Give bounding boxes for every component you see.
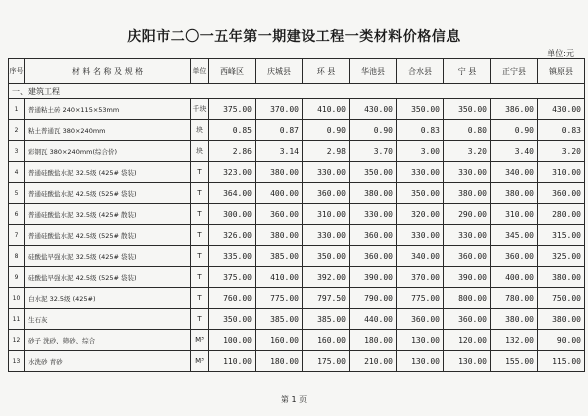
price-cell: 360.00 bbox=[538, 183, 585, 204]
price-cell: 120.00 bbox=[444, 330, 491, 351]
table-row bbox=[9, 288, 585, 309]
price-cell: 3.70 bbox=[350, 141, 397, 162]
price-cell: 0.90 bbox=[303, 120, 350, 141]
price-cell: 350.00 bbox=[397, 99, 444, 120]
price-cell: 0.87 bbox=[256, 120, 303, 141]
price-cell: 360.00 bbox=[491, 246, 538, 267]
header-region: 合水县 bbox=[397, 59, 444, 84]
price-cell: 110.00 bbox=[209, 351, 256, 372]
price-cell: 330.00 bbox=[350, 204, 397, 225]
price-cell: 3.14 bbox=[256, 141, 303, 162]
price-cell: 385.00 bbox=[256, 309, 303, 330]
price-cell: 360.00 bbox=[444, 246, 491, 267]
material-name: 硅酸盐早强水泥 32.5级 (425# 袋装) bbox=[25, 246, 191, 267]
price-cell: 797.50 bbox=[303, 288, 350, 309]
price-cell: 430.00 bbox=[350, 99, 397, 120]
row-number: 8 bbox=[9, 246, 25, 267]
material-name: 普通硅酸盐水泥 32.5级 (425# 袋装) bbox=[25, 162, 191, 183]
row-number: 4 bbox=[9, 162, 25, 183]
price-cell: 330.00 bbox=[397, 162, 444, 183]
price-cell: 3.20 bbox=[538, 141, 585, 162]
price-cell: 350.00 bbox=[209, 309, 256, 330]
price-cell: 360.00 bbox=[350, 246, 397, 267]
header-name: 材 料 名 称 及 规 格 bbox=[25, 59, 191, 84]
price-cell: 380.00 bbox=[256, 162, 303, 183]
row-unit: T bbox=[191, 225, 209, 246]
material-name: 生石灰 bbox=[25, 309, 191, 330]
table-row bbox=[9, 246, 585, 267]
row-unit: M³ bbox=[191, 330, 209, 351]
price-cell: 160.00 bbox=[256, 330, 303, 351]
price-cell: 430.00 bbox=[538, 99, 585, 120]
price-cell: 160.00 bbox=[303, 330, 350, 351]
row-number: 2 bbox=[9, 120, 25, 141]
price-cell: 380.00 bbox=[256, 225, 303, 246]
table-row bbox=[9, 267, 585, 288]
price-cell: 800.00 bbox=[444, 288, 491, 309]
material-name: 普通硅酸盐水泥 42.5级 (525# 散装) bbox=[25, 225, 191, 246]
price-cell: 775.00 bbox=[397, 288, 444, 309]
page-number: 第 1 页 bbox=[280, 395, 308, 404]
table-row bbox=[9, 183, 585, 204]
price-cell: 3.20 bbox=[444, 141, 491, 162]
material-name: 硅酸盐早强水泥 42.5级 (525# 袋装) bbox=[25, 267, 191, 288]
price-cell: 310.00 bbox=[303, 204, 350, 225]
price-cell: 440.00 bbox=[350, 309, 397, 330]
price-cell: 0.83 bbox=[397, 120, 444, 141]
price-table bbox=[8, 58, 585, 372]
table-row bbox=[9, 162, 585, 183]
price-cell: 750.00 bbox=[538, 288, 585, 309]
row-number: 3 bbox=[9, 141, 25, 162]
material-name: 普通硅酸盐水泥 42.5级 (525# 袋装) bbox=[25, 183, 191, 204]
material-name: 彩钢瓦 380×240mm(综合价) bbox=[25, 141, 191, 162]
price-cell: 400.00 bbox=[491, 267, 538, 288]
header-region: 镇原县 bbox=[538, 59, 585, 84]
price-cell: 330.00 bbox=[444, 162, 491, 183]
price-cell: 300.00 bbox=[209, 204, 256, 225]
price-cell: 340.00 bbox=[397, 246, 444, 267]
price-cell: 175.00 bbox=[303, 351, 350, 372]
table-row bbox=[9, 120, 585, 141]
price-cell: 775.00 bbox=[256, 288, 303, 309]
header-unit: 单位 bbox=[191, 59, 209, 84]
row-number: 5 bbox=[9, 183, 25, 204]
price-cell: 90.00 bbox=[538, 330, 585, 351]
material-name: 水洗砂 青砂 bbox=[25, 351, 191, 372]
price-cell: 390.00 bbox=[350, 267, 397, 288]
row-number: 1 bbox=[9, 99, 25, 120]
table-row bbox=[9, 141, 585, 162]
price-cell: 380.00 bbox=[350, 183, 397, 204]
price-cell: 3.40 bbox=[491, 141, 538, 162]
unit-label: 单位:元 bbox=[547, 49, 574, 58]
price-cell: 380.00 bbox=[538, 309, 585, 330]
price-cell: 345.00 bbox=[491, 225, 538, 246]
price-cell: 375.00 bbox=[209, 267, 256, 288]
row-number: 7 bbox=[9, 225, 25, 246]
header-region: 庆城县 bbox=[256, 59, 303, 84]
document-title: 庆阳市二〇一五年第一期建设工程一类材料价格信息 bbox=[127, 29, 461, 45]
price-cell: 130.00 bbox=[444, 351, 491, 372]
price-cell: 360.00 bbox=[397, 309, 444, 330]
price-cell: 780.00 bbox=[491, 288, 538, 309]
row-unit: M³ bbox=[191, 351, 209, 372]
table-row bbox=[9, 225, 585, 246]
price-cell: 410.00 bbox=[303, 99, 350, 120]
price-cell: 410.00 bbox=[256, 267, 303, 288]
price-cell: 380.00 bbox=[538, 267, 585, 288]
price-cell: 385.00 bbox=[303, 309, 350, 330]
row-number: 11 bbox=[9, 309, 25, 330]
price-cell: 360.00 bbox=[350, 225, 397, 246]
row-unit: T bbox=[191, 246, 209, 267]
price-cell: 364.00 bbox=[209, 183, 256, 204]
price-cell: 380.00 bbox=[491, 183, 538, 204]
price-cell: 155.00 bbox=[491, 351, 538, 372]
price-cell: 380.00 bbox=[491, 309, 538, 330]
price-cell: 180.00 bbox=[256, 351, 303, 372]
row-unit: 块 bbox=[191, 120, 209, 141]
price-cell: 0.90 bbox=[350, 120, 397, 141]
row-number: 9 bbox=[9, 267, 25, 288]
row-unit: T bbox=[191, 309, 209, 330]
price-cell: 310.00 bbox=[538, 162, 585, 183]
price-cell: 290.00 bbox=[444, 204, 491, 225]
price-cell: 100.00 bbox=[209, 330, 256, 351]
price-cell: 326.00 bbox=[209, 225, 256, 246]
header-row bbox=[9, 59, 585, 84]
price-cell: 330.00 bbox=[397, 225, 444, 246]
price-cell: 315.00 bbox=[538, 225, 585, 246]
price-cell: 210.00 bbox=[350, 351, 397, 372]
table-row bbox=[9, 99, 585, 120]
price-cell: 180.00 bbox=[350, 330, 397, 351]
price-cell: 400.00 bbox=[256, 183, 303, 204]
header-region: 西峰区 bbox=[209, 59, 256, 84]
section-row bbox=[9, 84, 585, 99]
row-number: 12 bbox=[9, 330, 25, 351]
price-cell: 0.80 bbox=[444, 120, 491, 141]
header-region: 宁 县 bbox=[444, 59, 491, 84]
row-unit: 块 bbox=[191, 141, 209, 162]
row-unit: T bbox=[191, 267, 209, 288]
price-cell: 330.00 bbox=[444, 225, 491, 246]
price-cell: 0.83 bbox=[538, 120, 585, 141]
row-unit: T bbox=[191, 288, 209, 309]
price-cell: 380.00 bbox=[444, 183, 491, 204]
row-unit: T bbox=[191, 183, 209, 204]
section-label: 一、建筑工程 bbox=[9, 84, 585, 99]
price-cell: 392.00 bbox=[303, 267, 350, 288]
price-cell: 310.00 bbox=[491, 204, 538, 225]
price-cell: 130.00 bbox=[397, 351, 444, 372]
price-cell: 3.00 bbox=[397, 141, 444, 162]
price-cell: 2.98 bbox=[303, 141, 350, 162]
price-cell: 760.00 bbox=[209, 288, 256, 309]
price-cell: 386.00 bbox=[491, 99, 538, 120]
price-cell: 370.00 bbox=[256, 99, 303, 120]
row-number: 6 bbox=[9, 204, 25, 225]
header-region: 正宁县 bbox=[491, 59, 538, 84]
price-cell: 350.00 bbox=[350, 162, 397, 183]
material-name: 砂子 洗砂、筛砂、综合 bbox=[25, 330, 191, 351]
header-seq: 序号 bbox=[9, 59, 25, 84]
price-cell: 790.00 bbox=[350, 288, 397, 309]
price-cell: 350.00 bbox=[303, 246, 350, 267]
price-cell: 330.00 bbox=[303, 225, 350, 246]
price-cell: 330.00 bbox=[303, 162, 350, 183]
price-cell: 323.00 bbox=[209, 162, 256, 183]
price-cell: 390.00 bbox=[444, 267, 491, 288]
row-number: 13 bbox=[9, 351, 25, 372]
price-cell: 0.85 bbox=[209, 120, 256, 141]
price-cell: 385.00 bbox=[256, 246, 303, 267]
row-unit: T bbox=[191, 162, 209, 183]
table-row bbox=[9, 351, 585, 372]
table-row bbox=[9, 330, 585, 351]
price-cell: 0.90 bbox=[491, 120, 538, 141]
header-region: 华池县 bbox=[350, 59, 397, 84]
price-cell: 335.00 bbox=[209, 246, 256, 267]
price-cell: 2.86 bbox=[209, 141, 256, 162]
material-name: 粘土普通瓦 380×240mm bbox=[25, 120, 191, 141]
material-name: 普通硅酸盐水泥 32.5级 (425# 散装) bbox=[25, 204, 191, 225]
price-cell: 360.00 bbox=[444, 309, 491, 330]
material-name: 普通粘土砖 240×115×53mm bbox=[25, 99, 191, 120]
row-unit: T bbox=[191, 204, 209, 225]
material-name: 白水泥 32.5级 (425#) bbox=[25, 288, 191, 309]
row-number: 10 bbox=[9, 288, 25, 309]
price-cell: 132.00 bbox=[491, 330, 538, 351]
price-cell: 280.00 bbox=[538, 204, 585, 225]
table-row bbox=[9, 309, 585, 330]
price-cell: 350.00 bbox=[397, 183, 444, 204]
price-cell: 115.00 bbox=[538, 351, 585, 372]
price-cell: 340.00 bbox=[491, 162, 538, 183]
table-row bbox=[9, 204, 585, 225]
price-cell: 350.00 bbox=[444, 99, 491, 120]
price-cell: 325.00 bbox=[538, 246, 585, 267]
header-region: 环 县 bbox=[303, 59, 350, 84]
price-cell: 375.00 bbox=[209, 99, 256, 120]
price-cell: 360.00 bbox=[303, 183, 350, 204]
price-cell: 130.00 bbox=[397, 330, 444, 351]
row-unit: 千块 bbox=[191, 99, 209, 120]
price-cell: 370.00 bbox=[397, 267, 444, 288]
price-cell: 320.00 bbox=[397, 204, 444, 225]
price-cell: 360.00 bbox=[256, 204, 303, 225]
